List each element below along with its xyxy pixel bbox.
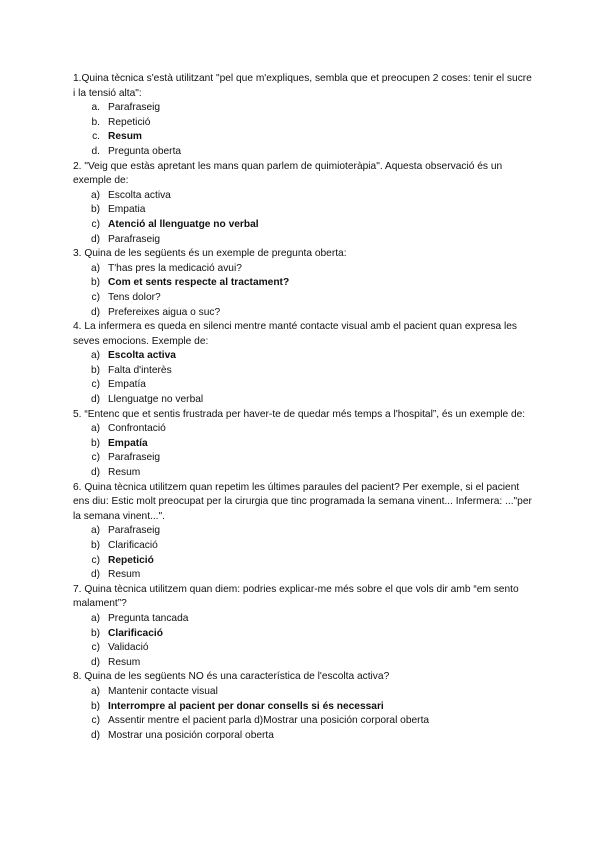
option-text: Clarificació xyxy=(108,540,158,551)
option-letter: d) xyxy=(90,233,100,245)
option-letter: c. xyxy=(92,131,100,143)
option-letter: d) xyxy=(90,306,100,318)
option-text: Repetició xyxy=(108,554,154,566)
answer-options xyxy=(73,524,533,582)
answer-option xyxy=(73,101,533,116)
answer-options xyxy=(73,262,533,320)
answer-option xyxy=(73,203,533,218)
option-text: Parafraseig xyxy=(108,525,161,537)
option-letter: c) xyxy=(91,291,100,303)
question-text: 2. "Veig que estàs apretant les mans quan parlem de quimioteràpia". Aquesta observació és un exemple de: xyxy=(73,160,503,187)
answer-option xyxy=(73,714,533,729)
question-text: 1.Quina tècnica s'està utilitzant "pel que m'expliques, sembla que et preocupen 2 coses: tenir el sucre i la tensió alta": xyxy=(73,73,532,99)
option-text: Com et sents respecte al tractament? xyxy=(108,277,290,289)
answer-options xyxy=(73,349,533,407)
answer-option-correct xyxy=(73,276,533,291)
option-letter: c) xyxy=(91,715,100,727)
question-8 xyxy=(73,670,533,743)
option-letter: c) xyxy=(91,452,100,464)
answer-options xyxy=(73,101,533,159)
answer-option xyxy=(73,189,533,204)
option-text: Escolta activa xyxy=(108,350,176,362)
option-text: Confrontació xyxy=(108,423,166,435)
answer-option-correct xyxy=(73,130,533,145)
answer-option xyxy=(73,393,533,408)
question-text: 8. Quina de les següents NO és una característica de l'escolta activa? xyxy=(73,671,390,683)
option-text: Resum xyxy=(108,131,142,143)
option-text: Clarificació xyxy=(108,627,163,639)
option-text: Repetició xyxy=(108,116,151,128)
option-letter: b) xyxy=(90,627,100,639)
answer-options xyxy=(73,422,533,480)
option-letter: c) xyxy=(91,642,100,654)
answer-option xyxy=(73,451,533,466)
option-letter: c) xyxy=(91,379,100,391)
answer-option-correct xyxy=(73,218,533,233)
question-3 xyxy=(73,247,533,320)
answer-option-correct xyxy=(73,627,533,642)
document-page xyxy=(73,72,533,743)
option-letter: b) xyxy=(90,437,100,449)
answer-option xyxy=(73,656,533,671)
option-text: Empatía xyxy=(108,437,148,449)
answer-option xyxy=(73,524,533,539)
question-text: 4. La infermera es queda en silenci mentre manté contacte visual amb el pacient quan expresa les seves emocions. Exemple de: xyxy=(73,321,517,347)
option-text: Validació xyxy=(108,642,149,654)
option-letter: b) xyxy=(90,204,100,216)
option-text: Assentir mentre el pacient parla d)Mostrar una posición corporal oberta xyxy=(108,715,430,727)
answer-option xyxy=(73,262,533,277)
option-letter: d) xyxy=(90,569,100,581)
answer-option xyxy=(73,116,533,131)
option-letter: a) xyxy=(90,423,100,435)
option-text: Tens dolor? xyxy=(108,291,161,303)
answer-option xyxy=(73,306,533,321)
option-text: Parafraseig xyxy=(108,233,161,245)
option-text: Mantenir contacte visual xyxy=(108,685,218,697)
question-4 xyxy=(73,320,533,408)
option-letter: a) xyxy=(90,189,100,201)
option-letter: a. xyxy=(91,102,100,114)
option-letter: d) xyxy=(90,394,100,406)
answer-option-correct xyxy=(73,700,533,715)
answer-option-correct xyxy=(73,349,533,364)
option-text: Resum xyxy=(108,467,141,479)
option-letter: b) xyxy=(90,700,100,712)
option-text: Empatia xyxy=(108,204,146,216)
option-text: Pregunta oberta xyxy=(108,145,182,157)
option-text: Llenguatge no verbal xyxy=(108,394,204,406)
answer-option xyxy=(73,539,533,554)
option-letter: a) xyxy=(90,612,100,624)
question-7 xyxy=(73,583,533,671)
option-text: Resum xyxy=(108,656,141,668)
answer-option xyxy=(73,641,533,656)
option-text: Prefereixes aigua o suc? xyxy=(108,306,221,318)
answer-option xyxy=(73,466,533,481)
answer-option xyxy=(73,685,533,700)
answer-option xyxy=(73,568,533,583)
answer-option xyxy=(73,422,533,437)
answer-options xyxy=(73,189,533,247)
answer-option xyxy=(73,233,533,248)
option-text: Atenció al llenguatge no verbal xyxy=(108,218,259,230)
option-letter: d. xyxy=(91,145,100,157)
answer-option xyxy=(73,612,533,627)
answer-option xyxy=(73,729,533,744)
question-1 xyxy=(73,72,533,160)
option-letter: c) xyxy=(91,218,100,230)
option-text: Resum xyxy=(108,569,141,581)
option-text: Parafraseig xyxy=(108,102,161,114)
answer-option xyxy=(73,364,533,379)
option-letter: a) xyxy=(90,685,100,697)
option-letter: a) xyxy=(90,525,100,537)
option-letter: c) xyxy=(91,554,100,566)
option-letter: d) xyxy=(90,656,100,668)
answer-options xyxy=(73,612,533,670)
answer-option-correct xyxy=(73,554,533,569)
option-letter: d) xyxy=(90,729,100,741)
option-text: Interrompre al pacient per donar consells si és necessari xyxy=(108,700,384,712)
option-text: Empatía xyxy=(108,379,146,391)
question-6 xyxy=(73,481,533,583)
answer-option xyxy=(73,378,533,393)
question-text: 7. Quina tècnica utilitzem quan diem: podries explicar-me més sobre el que vols dir amb “em sento malament”? xyxy=(73,583,519,610)
option-letter: b) xyxy=(90,277,100,289)
question-2 xyxy=(73,160,533,248)
option-letter: b) xyxy=(90,540,100,551)
option-letter: b. xyxy=(91,116,100,128)
answer-option xyxy=(73,145,533,160)
option-text: Escolta activa xyxy=(108,189,171,201)
option-letter: a) xyxy=(90,262,100,274)
option-letter: d) xyxy=(90,467,100,479)
question-text: 3. Quina de les següents és un exemple de pregunta oberta: xyxy=(73,248,347,260)
question-5 xyxy=(73,408,533,481)
option-letter: b) xyxy=(90,364,100,376)
question-text: 6. Quina tècnica utilitzem quan repetim les últimes paraules del pacient? Per exemple, si el pacient ens diu: Estic molt preocupat per la cirurgia que tinc programada la semana vinent... Infermera: ..."per la semana vinent...". xyxy=(73,481,532,522)
option-letter: a) xyxy=(90,350,100,362)
answer-options xyxy=(73,685,533,743)
option-text: Mostrar una posición corporal oberta xyxy=(108,729,274,741)
option-text: T'has pres la medicació avui? xyxy=(108,262,242,274)
answer-option-correct xyxy=(73,437,533,452)
question-text: 5. “Entenc que et sentis frustrada per haver-te de quedar més temps a l'hospital”, és un exemple de: xyxy=(73,408,526,420)
option-text: Pregunta tancada xyxy=(108,612,189,624)
option-text: Falta d'interès xyxy=(108,364,172,376)
option-text: Parafraseig xyxy=(108,452,161,464)
answer-option xyxy=(73,291,533,306)
